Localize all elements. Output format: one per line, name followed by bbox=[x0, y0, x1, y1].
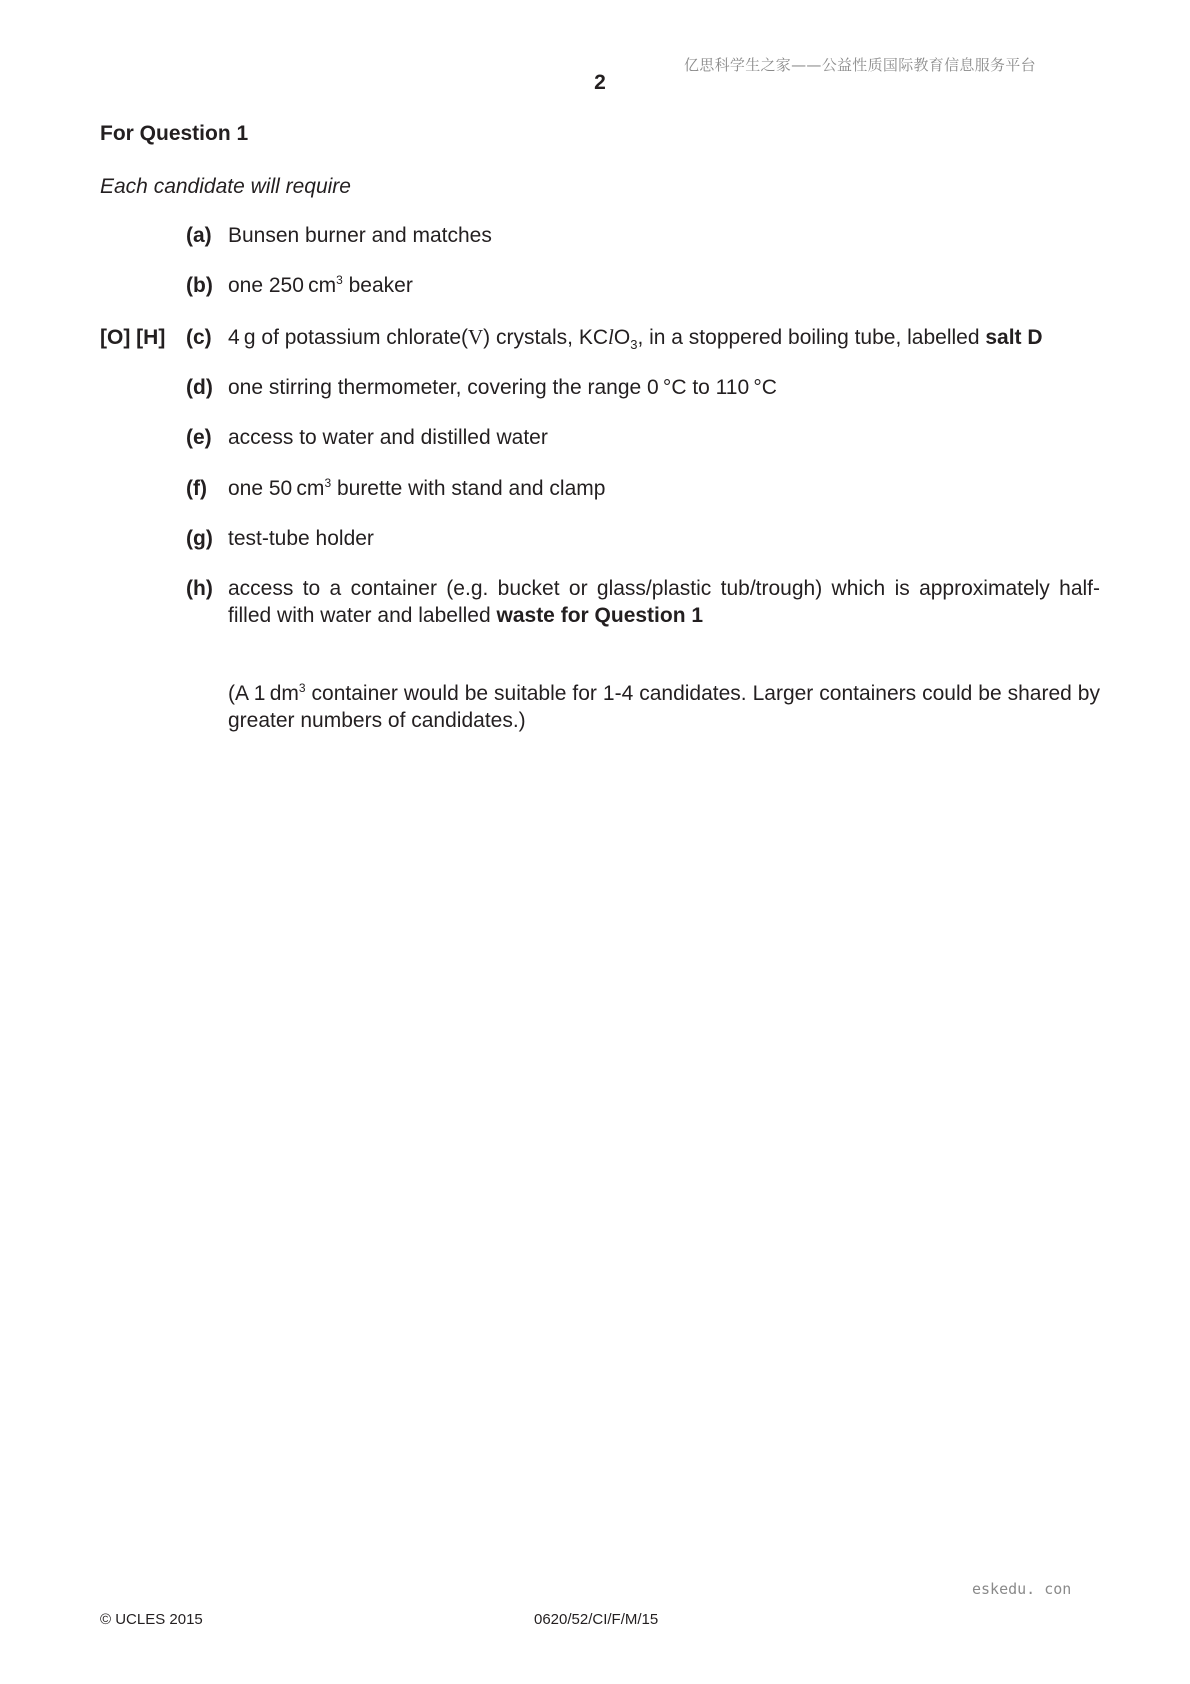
page-number: 2 bbox=[594, 71, 606, 94]
item-label: (c) bbox=[186, 326, 212, 349]
item-label: (g) bbox=[186, 527, 213, 550]
item-label: (f) bbox=[186, 477, 207, 500]
item-text: 4 g of potassium chlorate(V) crystals, KClO$_3$, in a stoppered boiling tube, labelled salt D bbox=[228, 325, 1043, 352]
item-text: one stirring thermometer, covering the range 0 °C to 110 °C bbox=[228, 376, 777, 399]
container-note: (A 1 $dm^3$ container would be suitable for 1-4 candidates. Larger containers could be shared by greater numbers of candidates.) bbox=[228, 681, 1100, 732]
footer-copyright: © UCLES 2015 bbox=[100, 1611, 203, 1628]
item-text: one 50 $cm^3$ burette with stand and clamp bbox=[228, 476, 606, 500]
item-label: (a) bbox=[186, 224, 212, 247]
item-text: Bunsen burner and matches bbox=[228, 224, 492, 247]
item-text: access to a container (e.g. bucket or glass/plastic tub/trough) which is approximately half-filled with water and labelled waste for Question 1 bbox=[228, 577, 1100, 627]
section-subheading: Each candidate will require bbox=[100, 175, 351, 198]
footer-code: 0620/52/CI/F/M/15 bbox=[534, 1611, 659, 1628]
item-tag: [O] [H] bbox=[100, 326, 166, 349]
watermark-bottom: eskedu. con bbox=[972, 1580, 1072, 1598]
item-label: (d) bbox=[186, 376, 213, 399]
item-label: (b) bbox=[186, 274, 213, 297]
item-label: (e) bbox=[186, 426, 212, 449]
item-text: access to water and distilled water bbox=[228, 426, 548, 449]
watermark-top: 亿思科学生之家——公益性质国际教育信息服务平台 bbox=[684, 56, 1036, 74]
item-label: (h) bbox=[186, 577, 213, 600]
item-text: test-tube holder bbox=[228, 527, 374, 550]
section-heading: For Question 1 bbox=[100, 122, 249, 145]
item-text: one 250 $cm^3$ beaker bbox=[228, 273, 413, 297]
